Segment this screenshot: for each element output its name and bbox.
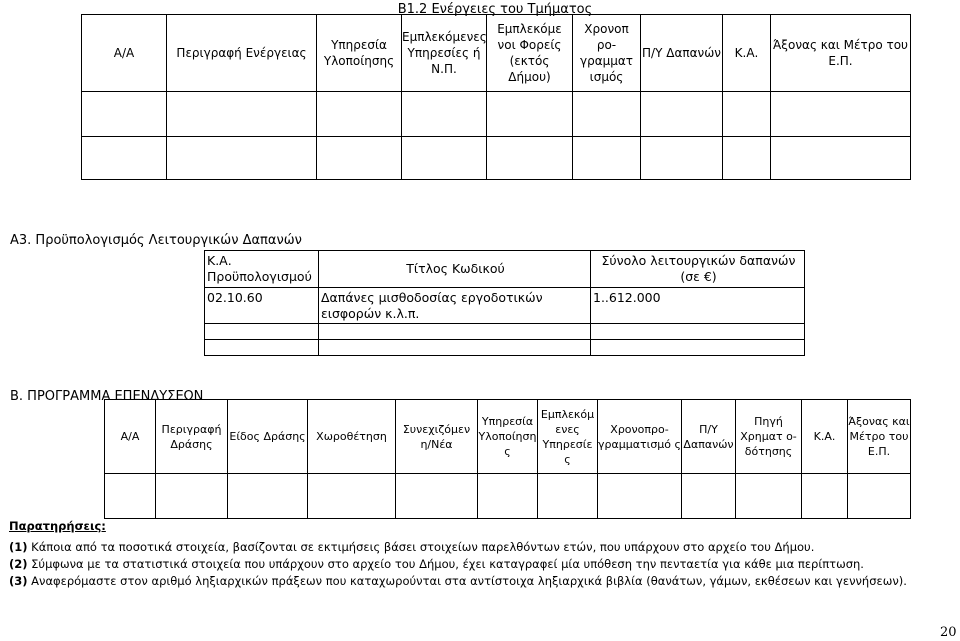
table-row (82, 92, 911, 137)
note-item (9, 573, 949, 590)
page-number: 20 (940, 625, 957, 640)
table-header-row (105, 400, 911, 474)
table-cell: Δαπάνες μισθοδοσίας εργοδοτικών εισφορών κ.λ.π. (319, 288, 591, 324)
header-cell: Σύνολο λειτουργικών δαπανών (σε €) (591, 251, 805, 288)
header-cell: Άξονας και Μέτρο του Ε.Π. (771, 15, 911, 92)
table-header-row (205, 251, 805, 288)
note-text: Αναφερόμαστε στον αριθμό ληξιαρχικών πράξεων που καταχωρούνται στα αντίστοιχα ληξιαρχικά βιβλία (θανάτων, γάμων, εκθέσεων και γεννήσεων). (27, 574, 907, 588)
note-text: Κάποια από τα ποσοτικά στοιχεία, βασίζονται σε εκτιμήσεις βάσει στοιχείων παρελθόντων ετών, που υπάρχουν στο αρχείο του Δήμου. (27, 540, 815, 554)
header-cell: Κ.Α. (802, 400, 848, 474)
header-cell: Εμπλεκόμενες Υπηρεσίες ή Ν.Π. (402, 15, 487, 92)
table-row (205, 324, 805, 340)
note-number: (3) (9, 574, 28, 588)
section-b-heading: Β. ΠΡΟΓΡΑΜΜΑ ΕΠΕΝΔΥΣΕΩΝ (10, 389, 204, 404)
header-cell: Χρονοπ ρο-γραμματ ισμός (573, 15, 641, 92)
header-cell: Α/Α (105, 400, 156, 474)
header-cell: Χρονοπρο-γραμματισμό ς (598, 400, 682, 474)
header-cell: Α/Α (82, 15, 167, 92)
table-header-row (82, 15, 911, 92)
header-cell: Υπηρεσία Υλοποίησης (317, 15, 402, 92)
header-cell: Συνεχιζόμεν η/Νέα (396, 400, 478, 474)
table-row (205, 340, 805, 356)
notes-heading: Παρατηρήσεις: (9, 519, 106, 533)
actions-table (81, 14, 911, 180)
table-cell: 02.10.60 (205, 288, 319, 324)
budget-table (204, 250, 805, 356)
note-text: Σύμφωνα με τα στατιστικά στοιχεία που υπάρχουν στο αρχείο του Δήμου, έχει καταγραφεί μία υπόθεση την πενταετία για κάθε μια περίπτωση. (27, 557, 864, 571)
header-cell: Εμπλεκόμε νοι Φορείς (εκτός Δήμου) (487, 15, 573, 92)
header-cell: Π/Υ Δαπανών (682, 400, 736, 474)
table-cell: 1..612.000 (591, 288, 805, 324)
header-cell: Εμπλεκόμ ενες Υπηρεσίε ς (538, 400, 598, 474)
header-cell: Τίτλος Κωδικού (319, 251, 591, 288)
investments-table (104, 399, 911, 519)
header-cell: Κ.Α. Προϋπολογισμού (205, 251, 319, 288)
section-a3-heading: Α3. Προϋπολογισμός Λειτουργικών Δαπανών (10, 233, 302, 248)
header-cell: Πηγή Χρηματ ο-δότησης (736, 400, 802, 474)
header-cell: Χωροθέτηση (308, 400, 396, 474)
table-row (82, 137, 911, 180)
header-cell: Άξονας και Μέτρο του Ε.Π. (848, 400, 911, 474)
notes-section (9, 518, 949, 590)
note-number: (1) (9, 540, 28, 554)
table-row (105, 474, 911, 519)
section-b12-title: B1.2 Ενέργειες του Τμήματος (397, 2, 593, 17)
header-cell: Υπηρεσία Υλοποίηση ς (478, 400, 538, 474)
note-item (9, 556, 949, 573)
table-row (205, 288, 805, 324)
header-cell: Περιγραφή Ενέργειας (167, 15, 317, 92)
header-cell: Κ.Α. (723, 15, 771, 92)
note-item (9, 539, 949, 556)
note-number: (2) (9, 557, 28, 571)
header-cell: Π/Υ Δαπανών (641, 15, 723, 92)
header-cell: Περιγραφή Δράσης (156, 400, 228, 474)
header-cell: Είδος Δράσης (228, 400, 308, 474)
